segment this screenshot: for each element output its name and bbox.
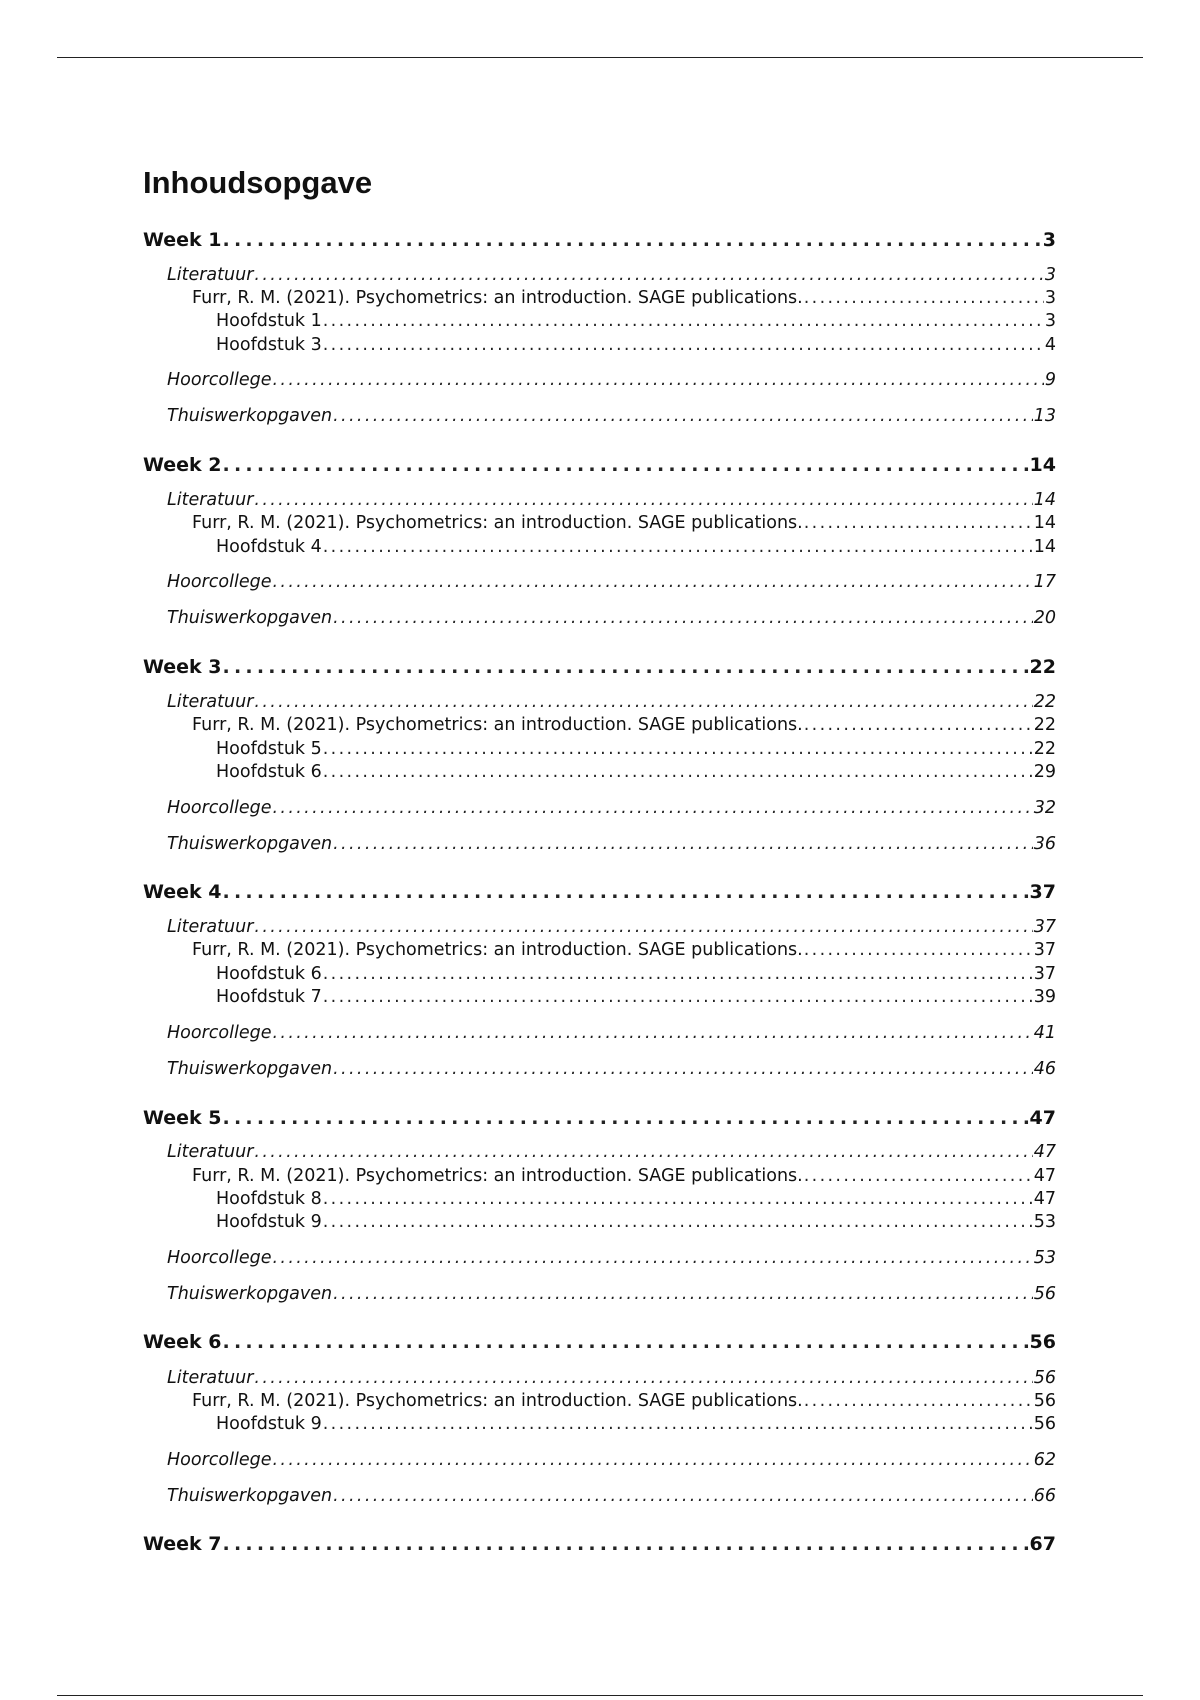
toc-entry-page: 47 xyxy=(1029,1107,1056,1129)
toc-entry-page: 47 xyxy=(1033,1166,1056,1186)
toc-entry-literatuur[interactable] xyxy=(167,1144,1056,1162)
toc-entry-label: Furr, R. M. (2021). Psychometrics: an introduction. SAGE publications. xyxy=(192,1166,803,1186)
toc-entry-label: Hoofdstuk 6 xyxy=(216,762,322,782)
toc-entry-literatuur[interactable] xyxy=(167,1370,1056,1388)
toc-entry-book[interactable] xyxy=(192,717,1056,735)
toc-entry-chapter[interactable] xyxy=(216,539,1056,557)
toc-entry-page: 56 xyxy=(1033,1414,1056,1434)
toc-entry-label: Furr, R. M. (2021). Psychometrics: an introduction. SAGE publications. xyxy=(192,1391,803,1411)
toc-entry-page: 36 xyxy=(1033,834,1056,854)
toc-entry-page: 66 xyxy=(1033,1486,1056,1506)
dot-leader xyxy=(323,313,1044,331)
toc-entry-label: Hoofdstuk 9 xyxy=(216,1414,322,1434)
toc-entry-page: 22 xyxy=(1029,656,1056,678)
toc-entry-book[interactable] xyxy=(192,290,1056,308)
toc-entry-chapter[interactable] xyxy=(216,1214,1056,1232)
dot-leader xyxy=(223,456,1029,475)
toc-entry-page: 13 xyxy=(1033,406,1056,426)
toc-entry-page: 3 xyxy=(1042,229,1056,251)
toc-entry-literatuur[interactable] xyxy=(167,492,1056,510)
toc-entry-label: Thuiswerkopgaven xyxy=(167,406,333,426)
dot-leader xyxy=(272,574,1032,592)
dot-leader xyxy=(223,883,1029,902)
toc-entry-book[interactable] xyxy=(192,942,1056,960)
dot-leader xyxy=(323,741,1033,759)
toc-entry-label: Thuiswerkopgaven xyxy=(167,1059,333,1079)
toc-entry-page: 47 xyxy=(1033,1189,1056,1209)
toc-entry-literatuur[interactable] xyxy=(167,694,1056,712)
toc-entry-label: Hoofdstuk 7 xyxy=(216,987,322,1007)
toc-entry-page: 14 xyxy=(1033,537,1056,557)
dot-leader xyxy=(804,1168,1033,1186)
toc-entry-page: 17 xyxy=(1033,572,1056,592)
toc-entry-page: 14 xyxy=(1033,513,1056,533)
toc-entry-hoorcollege[interactable] xyxy=(167,1452,1056,1470)
dot-leader xyxy=(333,1061,1033,1079)
toc-entry-page: 3 xyxy=(1044,265,1056,285)
toc-entry-week-1[interactable] xyxy=(143,231,1056,250)
toc-entry-chapter[interactable] xyxy=(216,313,1056,331)
toc-entry-week-3[interactable] xyxy=(143,658,1056,677)
dot-leader xyxy=(333,610,1033,628)
toc-entry-label: Week 2 xyxy=(143,454,222,476)
dot-leader xyxy=(223,231,1042,250)
toc-entry-page: 20 xyxy=(1033,608,1056,628)
dot-leader xyxy=(333,1286,1033,1304)
dot-leader xyxy=(223,658,1029,677)
dot-leader xyxy=(804,1393,1033,1411)
toc-entry-label: Week 7 xyxy=(143,1533,222,1555)
dot-leader xyxy=(223,1109,1029,1128)
dot-leader xyxy=(254,1370,1032,1388)
toc-entry-label: Week 1 xyxy=(143,229,222,251)
toc-entry-page: 37 xyxy=(1033,917,1056,937)
toc-entry-book[interactable] xyxy=(192,515,1056,533)
toc-entry-label: Hoorcollege xyxy=(167,370,272,390)
toc-entry-page: 4 xyxy=(1044,335,1056,355)
toc-entry-book[interactable] xyxy=(192,1168,1056,1186)
dot-leader xyxy=(804,290,1044,308)
dot-leader xyxy=(254,919,1032,937)
toc-entry-thuiswerkopgaven[interactable] xyxy=(167,610,1056,628)
toc-entry-label: Thuiswerkopgaven xyxy=(167,834,333,854)
toc-entry-hoorcollege[interactable] xyxy=(167,800,1056,818)
toc-entry-label: Week 6 xyxy=(143,1331,222,1353)
dot-leader xyxy=(323,966,1033,984)
toc-entry-page: 22 xyxy=(1033,715,1056,735)
toc-entry-thuiswerkopgaven[interactable] xyxy=(167,1488,1056,1506)
toc-entry-page: 22 xyxy=(1033,739,1056,759)
toc-entry-page: 41 xyxy=(1033,1023,1056,1043)
toc-entry-chapter[interactable] xyxy=(216,1416,1056,1434)
toc-entry-label: Hoofdstuk 4 xyxy=(216,537,322,557)
toc-entry-hoorcollege[interactable] xyxy=(167,574,1056,592)
toc-entry-label: Hoofdstuk 5 xyxy=(216,739,322,759)
toc-entry-label: Hoorcollege xyxy=(167,572,272,592)
dot-leader xyxy=(223,1333,1029,1352)
toc-entry-page: 37 xyxy=(1033,940,1056,960)
dot-leader xyxy=(323,1214,1033,1232)
dot-leader xyxy=(272,1452,1032,1470)
toc-entry-week-5[interactable] xyxy=(143,1109,1056,1128)
dot-leader xyxy=(323,989,1033,1007)
toc-entry-page: 9 xyxy=(1044,370,1056,390)
dot-leader xyxy=(333,1488,1033,1506)
toc-entry-page: 56 xyxy=(1029,1331,1056,1353)
dot-leader xyxy=(333,408,1033,426)
toc-entry-label: Literatuur xyxy=(167,1368,254,1388)
toc-entry-page: 53 xyxy=(1033,1248,1056,1268)
toc-entry-chapter[interactable] xyxy=(216,741,1056,759)
toc-entry-label: Literatuur xyxy=(167,265,254,285)
toc-entry-hoorcollege[interactable] xyxy=(167,372,1056,390)
toc-entry-label: Hoofdstuk 3 xyxy=(216,335,322,355)
dot-leader xyxy=(223,1535,1029,1554)
toc-entry-page: 56 xyxy=(1033,1391,1056,1411)
toc-entry-page: 46 xyxy=(1033,1059,1056,1079)
footer-rule xyxy=(57,1695,1143,1696)
toc-entry-label: Hoofdstuk 9 xyxy=(216,1212,322,1232)
dot-leader xyxy=(254,694,1032,712)
toc-entry-label: Literatuur xyxy=(167,917,254,937)
dot-leader xyxy=(323,1416,1033,1434)
toc-entry-label: Thuiswerkopgaven xyxy=(167,608,333,628)
toc-entry-label: Literatuur xyxy=(167,490,254,510)
toc-entry-label: Hoorcollege xyxy=(167,1450,272,1470)
toc-entry-page: 22 xyxy=(1033,692,1056,712)
toc-entry-hoorcollege[interactable] xyxy=(167,1025,1056,1043)
toc-entry-label: Hoofdstuk 6 xyxy=(216,964,322,984)
toc-entry-label: Hoorcollege xyxy=(167,798,272,818)
toc-entry-chapter[interactable] xyxy=(216,1191,1056,1209)
dot-leader xyxy=(323,539,1033,557)
dot-leader xyxy=(272,800,1032,818)
toc-entry-label: Thuiswerkopgaven xyxy=(167,1486,333,1506)
dot-leader xyxy=(804,717,1033,735)
toc-entry-book[interactable] xyxy=(192,1393,1056,1411)
toc-entry-label: Furr, R. M. (2021). Psychometrics: an introduction. SAGE publications. xyxy=(192,288,803,308)
toc-entry-page: 53 xyxy=(1033,1212,1056,1232)
dot-leader xyxy=(254,492,1032,510)
dot-leader xyxy=(333,836,1033,854)
toc-entry-thuiswerkopgaven[interactable] xyxy=(167,1061,1056,1079)
toc-entry-label: Literatuur xyxy=(167,1142,254,1162)
toc-entry-label: Hoorcollege xyxy=(167,1023,272,1043)
toc-entry-page: 29 xyxy=(1033,762,1056,782)
toc-entry-label: Week 4 xyxy=(143,881,222,903)
toc-entry-label: Furr, R. M. (2021). Psychometrics: an introduction. SAGE publications. xyxy=(192,715,803,735)
toc-entry-page: 47 xyxy=(1033,1142,1056,1162)
toc-entry-thuiswerkopgaven[interactable] xyxy=(167,1286,1056,1304)
toc-entry-label: Furr, R. M. (2021). Psychometrics: an introduction. SAGE publications. xyxy=(192,940,803,960)
toc-entry-page: 56 xyxy=(1033,1284,1056,1304)
toc-entry-week-7[interactable] xyxy=(143,1535,1056,1554)
toc-entry-page: 3 xyxy=(1044,311,1056,331)
dot-leader xyxy=(254,267,1043,285)
toc-entry-week-6[interactable] xyxy=(143,1333,1056,1352)
toc-entry-page: 14 xyxy=(1029,454,1056,476)
toc-entry-page: 67 xyxy=(1029,1533,1056,1555)
toc-entry-label: Hoofdstuk 8 xyxy=(216,1189,322,1209)
toc-entry-label: Hoorcollege xyxy=(167,1248,272,1268)
toc-entry-chapter[interactable] xyxy=(216,337,1056,355)
toc-entry-hoorcollege[interactable] xyxy=(167,1250,1056,1268)
toc-entry-page: 39 xyxy=(1033,987,1056,1007)
dot-leader xyxy=(323,1191,1033,1209)
dot-leader xyxy=(323,337,1044,355)
toc-entry-label: Week 5 xyxy=(143,1107,222,1129)
toc-entry-page: 32 xyxy=(1033,798,1056,818)
toc-entry-page: 37 xyxy=(1029,881,1056,903)
toc-title: Inhoudsopgave xyxy=(143,165,373,200)
dot-leader xyxy=(254,1144,1032,1162)
toc-entry-chapter[interactable] xyxy=(216,989,1056,1007)
toc-entry-page: 56 xyxy=(1033,1368,1056,1388)
dot-leader xyxy=(272,1250,1032,1268)
toc-entry-thuiswerkopgaven[interactable] xyxy=(167,836,1056,854)
toc-entry-label: Furr, R. M. (2021). Psychometrics: an introduction. SAGE publications. xyxy=(192,513,803,533)
dot-leader xyxy=(272,1025,1032,1043)
toc-entry-label: Hoofdstuk 1 xyxy=(216,311,322,331)
dot-leader xyxy=(804,942,1033,960)
toc-entry-label: Week 3 xyxy=(143,656,222,678)
dot-leader xyxy=(323,764,1033,782)
toc-entry-week-4[interactable] xyxy=(143,883,1056,902)
toc-entry-literatuur[interactable] xyxy=(167,919,1056,937)
toc-entry-literatuur[interactable] xyxy=(167,267,1056,285)
dot-leader xyxy=(272,372,1043,390)
dot-leader xyxy=(804,515,1033,533)
toc-entry-page: 3 xyxy=(1044,288,1056,308)
toc-entry-chapter[interactable] xyxy=(216,966,1056,984)
toc-entry-thuiswerkopgaven[interactable] xyxy=(167,408,1056,426)
toc-entry-label: Thuiswerkopgaven xyxy=(167,1284,333,1304)
toc-entry-page: 62 xyxy=(1033,1450,1056,1470)
toc-entry-page: 37 xyxy=(1033,964,1056,984)
toc-entry-label: Literatuur xyxy=(167,692,254,712)
toc-entry-page: 14 xyxy=(1033,490,1056,510)
toc-entry-week-2[interactable] xyxy=(143,456,1056,475)
toc-entry-chapter[interactable] xyxy=(216,764,1056,782)
